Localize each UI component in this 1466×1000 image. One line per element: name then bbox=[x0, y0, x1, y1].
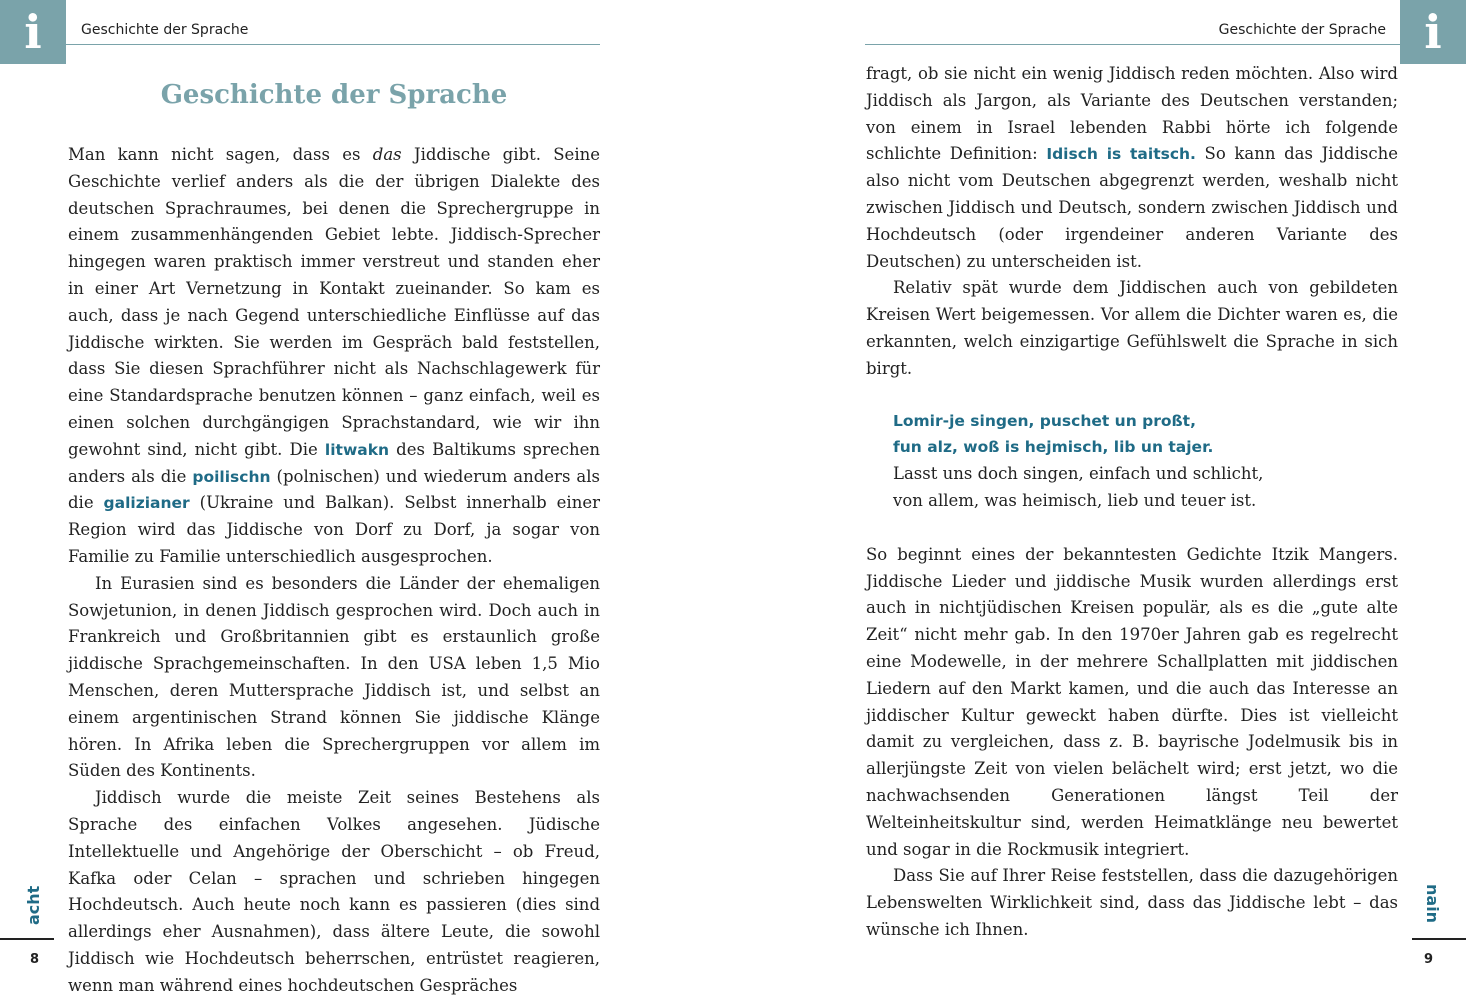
page-title: Geschichte der Sprache bbox=[160, 80, 508, 110]
left-side-word: acht bbox=[24, 885, 43, 925]
yiddish-term: Idisch is taitsch. bbox=[1046, 145, 1196, 164]
page-number: 9 bbox=[1424, 952, 1434, 967]
yiddish-term: litwakn bbox=[324, 440, 390, 459]
left-page-body bbox=[68, 142, 600, 1000]
paragraph: Jiddisch wurde die meiste Zeit seines Bestehens als Sprache des einfachen Volkes angesehen. Jüdische Intellektuelle und Angehörige der Oberschicht – ob Freud, Kafka oder Celan – sprachen und schrieben hingegen Hochdeutsch. Auch heute noch kann es passieren (dies sind allerdings eher Ausnahmen), dass ältere Leute, die sowohl Jiddisch wie Hochdeutsch beherrschen, entrüstet reagieren, wenn man während eines hochdeutschen Gespräches bbox=[68, 788, 600, 995]
right-footer-rule bbox=[1412, 938, 1466, 940]
translation-verse: von allem, was heimisch, lieb und teuer ist. bbox=[893, 490, 1257, 510]
paragraph: fragt, ob sie nicht ein wenig Jiddisch reden möchten. Also wird Jiddisch als Jargon, als Variante des Deutschen verstanden; von einem in Israel lebenden Rabbi hörte ich folgende schlichte Definition: Idisch is taitsch. So kann das Jiddische also nicht vom Deutschen abgegrenzt werden, weshalb nicht zwischen Jiddisch und Deutsch, sondern zwischen Jiddisch und Hochdeutsch (oder irgendeiner anderen Variante des Deutschen) zu unterscheiden ist. bbox=[866, 64, 1398, 271]
paragraph: In Eurasien sind es besonders die Länder der ehemaligen Sowjetunion, in denen Jiddisch gesprochen wird. Doch auch in Frankreich und Großbritannien gibt es erstaunlich große jiddische Sprachgemeinschaften. In den USA leben 1,5 Mio Menschen, deren Muttersprache Jiddisch ist, und selbst an einem argentinischen Strand können Sie jiddische Klänge hören. In Afrika leben die Sprechergruppen vor allem im Süden des Kontinents. bbox=[68, 573, 600, 781]
paragraph: So beginnt eines der bekanntesten Gedichte Itzik Mangers. Jiddische Lieder und jiddische Musik wurden allerdings erst auch in nichtjüdischen Kreisen populär, als es die „gute alte Zeit“ nicht mehr gab. In den 1970er Jahren gab es regelrecht eine Modewelle, in der mehrere Schallplatten mit jiddischen Liedern auf den Markt kamen, und die auch das Interesse an jiddischer Kultur geweckt haben dürfte. Dies ist vielleicht damit zu vergleichen, dass z. B. bayrische Jodelmusik bis in allerjüngste Zeit von vielen belächelt wird; erst jetzt, wo die nachwachsenden Generationen längst Teil der Welteinheitskultur sind, werden Heimatklänge neu bewertet und sogar in die Rockmusik integriert. bbox=[866, 544, 1398, 859]
right-header-rule bbox=[865, 44, 1400, 45]
yiddish-verse: Lomir-je singen, puschet un proßt, bbox=[893, 411, 1196, 430]
page-number: 8 bbox=[30, 952, 40, 967]
yiddish-term: poilischn bbox=[192, 467, 271, 486]
left-running-head: Geschichte der Sprache bbox=[81, 22, 249, 38]
right-page-body bbox=[866, 61, 1398, 944]
yiddish-term: galizianer bbox=[103, 494, 190, 513]
paragraph: Relativ spät wurde dem Jiddischen auch von gebildeten Kreisen Wert beigemessen. Vor allem die Dichter waren es, die erkannten, welch einzigartige Gefühlswelt die Sprache in sich birgt. bbox=[866, 278, 1398, 378]
info-icon: i bbox=[1400, 0, 1466, 64]
translation-verse: Lasst uns doch singen, einfach und schlicht, bbox=[893, 464, 1264, 484]
left-footer-rule bbox=[0, 938, 54, 940]
right-running-head: Geschichte der Sprache bbox=[1218, 22, 1386, 38]
paragraph: Dass Sie auf Ihrer Reise feststellen, dass die dazugehörigen Lebenswelten Wirklichkeit sind, dass das Jiddische lebt – das wünsche ich Ihnen. bbox=[866, 866, 1398, 939]
left-header-rule bbox=[66, 44, 600, 45]
right-side-word: nain bbox=[1423, 884, 1442, 924]
info-icon: i bbox=[0, 0, 66, 64]
paragraph: Man kann nicht sagen, dass es das Jiddische gibt. Seine Geschichte verlief anders als die der übrigen Dialekte des deutschen Sprachraumes, bei denen die Sprechergruppe in einem zusammenhängenden Gebiet lebte. Jiddisch-Sprecher hingegen waren praktisch immer verstreut und standen eher in einer Art Vernetzung in Kontakt zueinander. So kam es auch, dass je nach Gegend unterschiedliche Einflüsse auf das Jiddische wirkten. Sie werden im Gespräch bald feststellen, dass Sie diesen Sprachführer nicht als Nachschlagewerk für eine Standardsprache benutzen können – ganz einfach, weil es einen solchen durchgängigen Sprachstandard, wie wir ihn gewohnt sind, nicht gibt. Die litwakn des Baltikums sprechen anders als die poilischn (polnischen) und wiederum anders als die galizianer (Ukraine und Balkan). Selbst innerhalb einer Region wird das Jiddische von Dorf zu Dorf, ja sogar von Familie zu Familie unterschiedlich ausgesprochen. bbox=[68, 145, 601, 566]
poem-quote bbox=[893, 408, 1398, 515]
yiddish-verse: fun alz, woß is hejmisch, lib un tajer. bbox=[893, 438, 1214, 457]
